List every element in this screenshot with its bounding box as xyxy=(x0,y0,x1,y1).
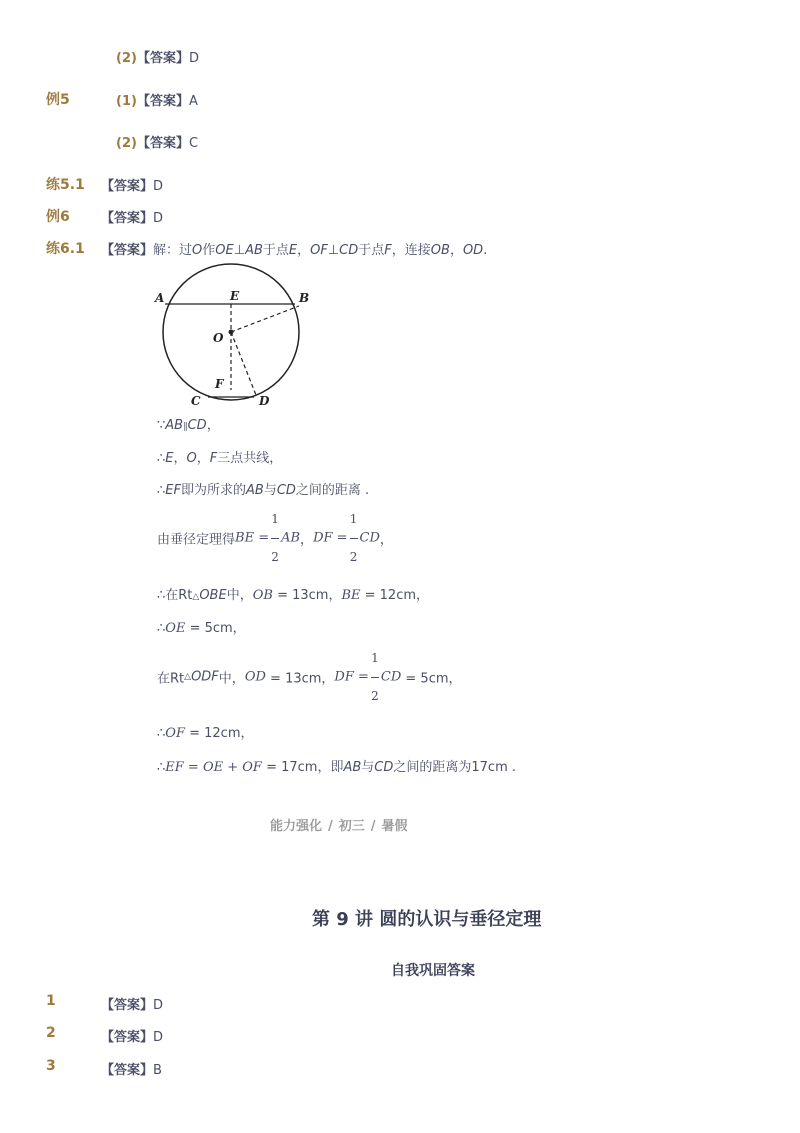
therefore-symbol: ∴ xyxy=(157,621,166,636)
answer-tag: 【答案】 xyxy=(136,136,189,151)
segment-ab: AB xyxy=(246,483,264,498)
segment-oe: OE xyxy=(215,243,234,258)
item-number: 3 xyxy=(46,1058,56,1074)
math-cd: CD xyxy=(359,530,380,546)
segment-ab: AB xyxy=(343,760,362,775)
therefore-symbol: ∴ xyxy=(157,483,166,498)
step-triangle-odf xyxy=(157,651,462,703)
text: 中， xyxy=(226,588,253,603)
because-symbol: ∵ xyxy=(157,418,166,433)
perp-symbol: ⊥ xyxy=(327,243,340,258)
segment-ab: AB xyxy=(245,243,263,258)
label-b: B xyxy=(299,291,310,305)
footer-separator: / xyxy=(328,819,333,834)
parallel-symbol: ∥ xyxy=(183,422,188,432)
text: . xyxy=(483,243,488,258)
footer-grade: 初三 xyxy=(338,819,365,834)
text: = 13cm， xyxy=(265,671,335,687)
segment-cd: CD xyxy=(187,418,207,433)
numerator: 1 xyxy=(371,651,379,665)
numerator: 1 xyxy=(271,512,279,526)
math-oe: OE xyxy=(165,621,186,636)
triangle-obe: OBE xyxy=(199,588,227,603)
answer-row xyxy=(101,1059,162,1078)
text: 之间的距离为17cm . xyxy=(393,760,516,775)
perp-symbol: ⊥ xyxy=(233,243,246,258)
step-conclusion xyxy=(157,756,516,775)
exercise-label: 练6.1 xyxy=(46,241,85,257)
segment-cd: CD xyxy=(276,483,296,498)
sub-number: (2) xyxy=(116,136,137,151)
answer-row xyxy=(101,207,163,226)
answer-tag: 【答案】 xyxy=(136,51,189,66)
solution-intro xyxy=(101,239,487,258)
text: ， xyxy=(297,243,311,258)
text: 解：过 xyxy=(153,243,193,258)
fraction-half xyxy=(349,512,359,564)
segment-ob xyxy=(231,306,299,332)
segment-of: OF xyxy=(310,243,328,258)
numerator: 1 xyxy=(349,512,358,526)
sub-number: (1) xyxy=(116,94,137,109)
text: ， xyxy=(449,243,463,258)
answer-row xyxy=(116,132,198,151)
step-distance xyxy=(157,479,369,498)
segment-od: OD xyxy=(462,243,484,258)
text: 与 xyxy=(361,760,375,775)
answer-row xyxy=(101,994,163,1013)
sub-number: (2) xyxy=(116,51,137,66)
segment-ob: OB xyxy=(430,243,450,258)
answer-row xyxy=(116,47,199,66)
point-e: E xyxy=(165,451,174,466)
point-o: O xyxy=(186,451,197,466)
step-perpendicular-diameter xyxy=(157,512,393,564)
text: 即为所求的 xyxy=(180,483,246,498)
text: = 13cm， xyxy=(272,588,342,603)
math-ob: OB xyxy=(252,588,273,603)
text: 之间的距离 . xyxy=(295,483,370,498)
text: ， xyxy=(379,532,393,548)
center-point xyxy=(229,330,234,335)
answer-tag: 【答案】 xyxy=(101,1063,154,1078)
footer-course: 能力强化 xyxy=(270,819,323,834)
footer-term: 暑假 xyxy=(381,819,408,834)
fraction-half xyxy=(370,651,380,703)
text: = 17cm，即 xyxy=(261,760,344,775)
label-e: E xyxy=(230,289,240,303)
denominator: 2 xyxy=(371,689,379,703)
math-cd: CD xyxy=(380,669,402,685)
segment-cd: CD xyxy=(374,760,394,775)
math-od: OD xyxy=(244,669,266,685)
segment-ab: AB xyxy=(165,418,184,433)
answer-tag: 【答案】 xyxy=(101,211,154,226)
fraction-half xyxy=(270,512,280,564)
answer-tag: 【答案】 xyxy=(101,179,154,194)
answer-row xyxy=(116,90,198,109)
answer-value: A xyxy=(188,94,198,109)
exercise-label: 练5.1 xyxy=(46,177,85,193)
segment-od xyxy=(231,332,256,395)
step-oe xyxy=(157,617,246,636)
denominator: 2 xyxy=(271,550,279,564)
example-label: 例5 xyxy=(46,92,70,108)
answer-value: D xyxy=(153,179,164,194)
triangle-symbol: △ xyxy=(184,672,192,682)
circle-figure xyxy=(150,262,310,412)
answer-value: D xyxy=(153,211,164,226)
text: 在Rt xyxy=(157,671,185,687)
text: = 12cm， xyxy=(184,726,254,741)
segment-cd: CD xyxy=(339,243,359,258)
text: ∴在Rt xyxy=(157,588,193,603)
point-f: F xyxy=(384,243,392,258)
item-number: 1 xyxy=(46,993,56,1009)
denominator: 2 xyxy=(349,550,358,564)
section-subtitle: 自我巩固答案 xyxy=(391,963,475,979)
text: 与 xyxy=(263,483,277,498)
answer-value: D xyxy=(188,51,199,66)
answer-value: D xyxy=(153,998,164,1013)
example-label: 例6 xyxy=(46,209,70,225)
answer-tag: 【答案】 xyxy=(101,1030,154,1045)
math-ef-sum: EF = OE + OF xyxy=(165,760,262,775)
label-d: D xyxy=(259,394,270,408)
therefore-symbol: ∴ xyxy=(157,451,166,466)
label-c: C xyxy=(191,394,201,408)
label-f: F xyxy=(215,377,224,391)
answer-tag: 【答案】 xyxy=(101,243,154,258)
text: = 5cm， xyxy=(185,621,246,636)
lecture-title: 第 9 讲 圆的认识与垂径定理 xyxy=(312,909,542,930)
footer-separator: / xyxy=(370,819,376,834)
therefore-symbol: ∴ xyxy=(157,726,166,741)
math-be: BE = xyxy=(235,530,270,546)
step-of xyxy=(157,722,253,741)
step-collinear xyxy=(157,447,282,466)
step-triangle-obe xyxy=(157,584,429,603)
step-parallel xyxy=(157,414,220,433)
point-e: E xyxy=(288,243,298,258)
text: = 5cm， xyxy=(401,671,462,687)
answer-value: D xyxy=(153,1030,164,1045)
page-footer xyxy=(270,815,408,834)
answer-row xyxy=(101,175,163,194)
math-be: BE xyxy=(341,588,361,603)
text: 三点共线， xyxy=(217,451,283,466)
math-ab: AB xyxy=(281,530,301,546)
triangle-odf: ODF xyxy=(191,669,219,685)
label-a: A xyxy=(155,291,165,305)
text: ， xyxy=(206,418,220,433)
answer-row xyxy=(101,1026,163,1045)
item-number: 2 xyxy=(46,1025,56,1041)
text: ，连接 xyxy=(391,243,431,258)
text: 于点 xyxy=(358,243,385,258)
answer-tag: 【答案】 xyxy=(136,94,189,109)
text: 由垂径定理得 xyxy=(157,532,236,548)
math-df: DF = xyxy=(313,530,348,546)
math-of: OF xyxy=(165,726,185,741)
text: ， xyxy=(300,532,314,548)
answer-tag: 【答案】 xyxy=(101,998,154,1013)
label-o: O xyxy=(213,331,224,345)
point-o: O xyxy=(192,243,203,258)
text: 于点 xyxy=(262,243,289,258)
text: 作 xyxy=(202,243,216,258)
triangle-symbol: △ xyxy=(192,592,200,602)
answer-value: B xyxy=(153,1063,162,1078)
text: 中， xyxy=(218,671,245,687)
answer-value: C xyxy=(188,136,199,151)
math-df: DF = xyxy=(334,669,369,685)
point-f: F xyxy=(209,451,218,466)
therefore-symbol: ∴ xyxy=(157,760,166,775)
text: ， xyxy=(173,451,187,466)
segment-ef: EF xyxy=(165,483,181,498)
text: = 12cm， xyxy=(360,588,430,603)
text: ， xyxy=(196,451,210,466)
